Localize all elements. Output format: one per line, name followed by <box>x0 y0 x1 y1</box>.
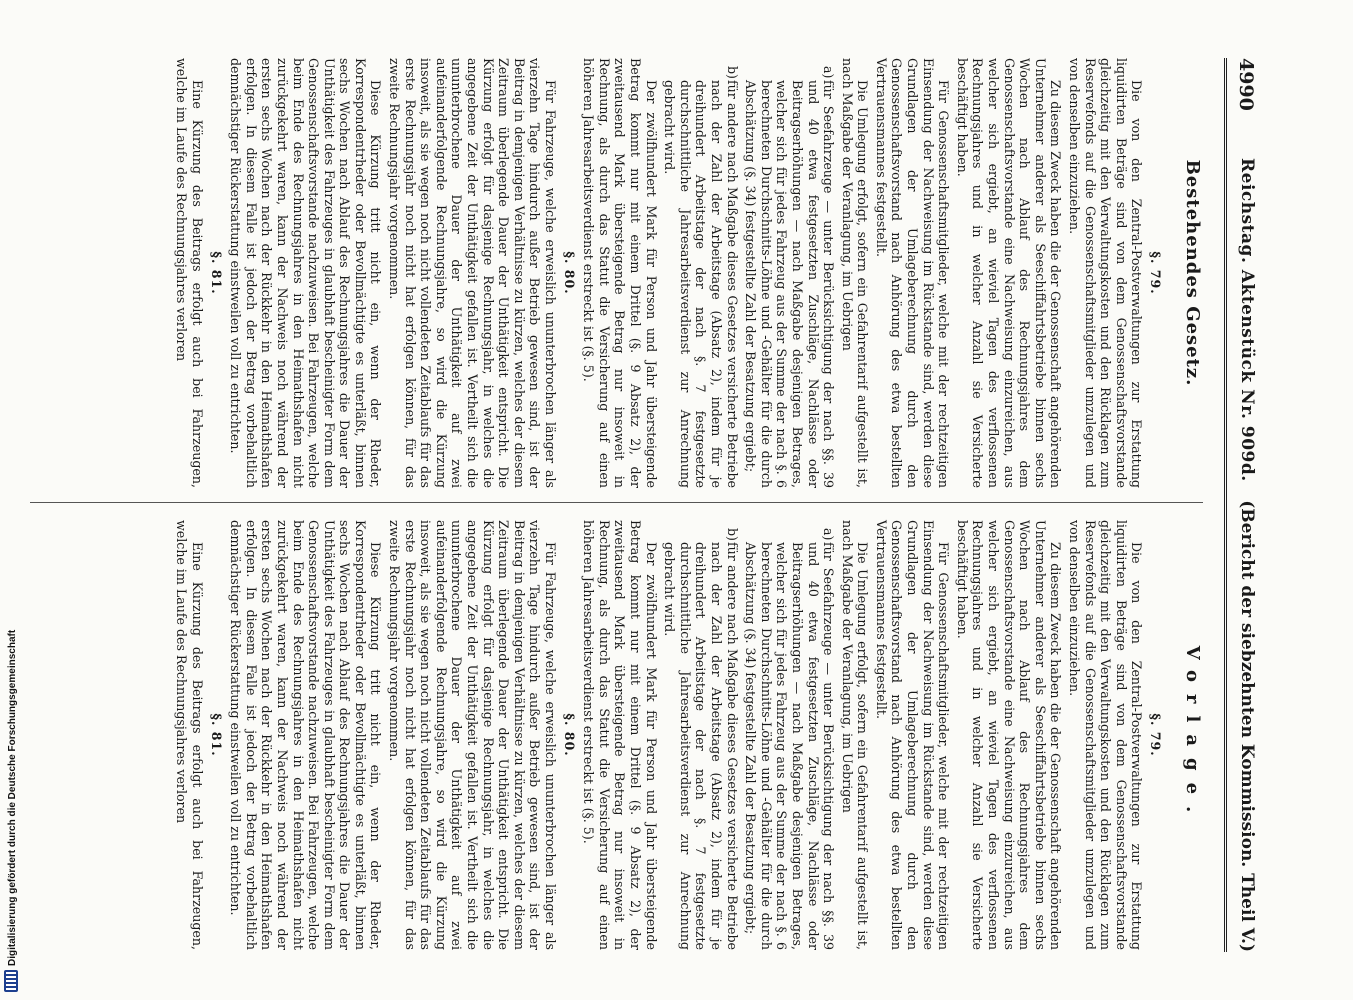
paragraph: Für Genossenschaftsmitglieder, welche mit der rechtzeitigen Einsendung der Nachweisung im Rückstande sind, werden diese Grundlagen der Umlageberechnung durch den Genossenschaftsvorstand nach Anhörung des etwa bestellten Vertrauensmannes festgestellt. <box>873 520 952 950</box>
dfg-attribution-text: Digitalisierung gefördert durch die Deutsche Forschungsgemeinschaft <box>7 629 18 966</box>
item-marker: a) <box>821 528 837 541</box>
list-item-a <box>743 528 837 950</box>
page-section: (Bericht der siebzehnten Kommission. Theil V.) <box>1237 500 1257 952</box>
item-marker: b) <box>724 66 740 79</box>
section-80-heading: §. 80. <box>561 713 577 757</box>
paragraph: Eine Kürzung des Beitrags erfolgt auch bei Fahrzeugen, welche im Laufe des Rechnungsjahres verloren <box>174 520 205 950</box>
left-column <box>171 58 1167 488</box>
paragraph: Zu diesem Zweck haben die der Genossenschaft angehörenden Unternehmer anderer als Seeschiffahrtsbetriebe binnen sechs Wochen nach Ablauf des Rechnungsjahres dem Genossenschaftsvorstande eine Nachweisung einzureichen, aus welcher sich ergiebt, an wieviel Tagen des verflossenen Rechnungsjahres und in welcher Anzahl sie Versicherte beschäftigt haben. <box>954 58 1064 488</box>
section-79-heading: §. 79. <box>1148 713 1163 757</box>
section-79-heading: §. 79. <box>1148 251 1163 295</box>
section-80-heading: §. 80. <box>561 251 577 295</box>
section-81-heading: §. 81. <box>208 251 224 295</box>
paragraph: Für Fahrzeuge, welche erweislich ununterbrochen länger als vierzehn Tage hindurch außer Betrieb gewesen sind, ist der Beitrag in demjenigen Verhältnisse zu kürzen, welches der diesem Zeitraum überlegende Dauer der Unthätigkeit entspricht. Die Kürzung erfolgt für dasjenige Rechnungsjahr, in welches die angegebene Zeit der Unthätigkeit gefallen ist. Vertheilt sich die ununterbrochene Dauer der Unthätigkeit auf zwei aufeinanderfolgende Rechnungsjahre, so wird die Kürzung insoweit, als sie wegen noch nicht vollendeten Zeitablaufs für das erste Rechnungsjahr noch nicht hat erfolgen können, für das zweite Rechnungsjahr vorgenommen. <box>387 58 559 488</box>
paragraph: Zu diesem Zweck haben die der Genossenschaft angehörenden Unternehmer anderer als Seeschiffahrtsbetriebe binnen sechs Wochen nach Ablauf des Rechnungsjahres dem Genossenschaftsvorstande eine Nachweisung einzureichen, aus welcher sich ergiebt, an wieviel Tagen des verflossenen Rechnungsjahres und in welcher Anzahl sie Versicherte beschäftigt haben. <box>954 520 1064 950</box>
right-column-heading: Vorlage. <box>1182 645 1203 825</box>
paragraph: Die Umlegung erfolgt, sofern ein Gefahrentarif aufgestellt ist, nach Maßgabe der Veranlagung, im Uebrigen <box>839 520 871 950</box>
item-text: für andere nach Maßgabe dieses Gesetzes versicherte Betriebe nach der Zahl der Arbeitstage (Absatz 2), indem für je dreihundert Arbeitstage der nach §. 7 festgesetzte durchschnittliche Jahresarbeitsverdienst zur Anrechnung gebracht wird. <box>662 542 740 950</box>
page-header <box>1224 58 1261 952</box>
dfg-logo-icon <box>4 970 18 992</box>
paragraph: Der zwölfhundert Mark für Person und Jahr übersteigende Betrag kommt nur mit einem Drittel (§. 9 Absatz 2), der zweitausend Mark übersteigende Betrag nur insoweit in Rechnung, als durch das Statut die Versicherung auf einen höheren Jahresarbeitsverdienst erstreckt ist (§. 5). <box>581 520 659 950</box>
paragraph: Die von den Zentral-Postverwaltungen zur Erstattung liquidirten Beträge sind von dem Genossenschaftsvorstande gleichzeitig mit den Verwaltungskosten und den Rücklagen zum Reservefonds auf die Genossenschaftsmitglieder umzulegen und von denselben einzuziehen. <box>1067 58 1145 488</box>
dfg-attribution <box>4 592 18 992</box>
paragraph: Die von den Zentral-Postverwaltungen zur Erstattung liquidirten Beträge sind von dem Genossenschaftsvorstande gleichzeitig mit den Verwaltungskosten und den Rücklagen zum Reservefonds auf die Genossenschaftsmitglieder umzulegen und von denselben einzuziehen. <box>1067 520 1145 950</box>
paragraph: Für Fahrzeuge, welche erweislich ununterbrochen länger als vierzehn Tage hindurch außer Betrieb gewesen sind, ist der Beitrag in demjenigen Verhältnisse zu kürzen, welches der diesem Zeitraum überlegende Dauer der Unthätigkeit entspricht. Die Kürzung erfolgt für dasjenige Rechnungsjahr, in welches die angegebene Zeit der Unthätigkeit gefallen ist. Vertheilt sich die ununterbrochene Dauer der Unthätigkeit auf zwei aufeinanderfolgende Rechnungsjahre, so wird die Kürzung insoweit, als sie wegen noch nicht vollendeten Zeitablaufs für das erste Rechnungsjahr noch nicht hat erfolgen können, für das zweite Rechnungsjahr vorgenommen. <box>387 520 559 950</box>
paragraph: Der zwölfhundert Mark für Person und Jahr übersteigende Betrag kommt nur mit einem Drittel (§. 9 Absatz 2), der zweitausend Mark übersteigende Betrag nur insoweit in Rechnung, als durch das Statut die Versicherung auf einen höheren Jahresarbeitsverdienst erstreckt ist (§. 5). <box>581 58 659 488</box>
list-item-b <box>662 66 740 488</box>
paragraph: Diese Kürzung tritt nicht ein, wenn der Rheder, Korrespondentrheder oder Bevollmächtigte es unterläßt, binnen sechs Wochen nach Ablauf des Rechnungsjahres die Dauer der Unthätigkeit des Fahrzeuges in glaubhaft bescheinigter Form dem Genossenschaftsvorstande nachzuweisen. Bei Fahrzeugen, welche beim Ende des Rechnungsjahres in den Heimathshafen nicht zurückgekehrt waren, kann der Nachweis noch während der ersten sechs Wochen nach der Rückkehr in den Heimathshafen erfolgen. In diesem Falle ist jedoch der Betrag vorbehaltlich demnächstiger Rückerstattung einstweilen voll zu entrichten. <box>228 520 384 950</box>
item-text: für Seefahrzeuge — unter Berücksichtigung der nach §§. 39 und 40 etwa festgesetzten Zuschläge, Nachlässe oder Beitragserhöhungen — nach Maßgabe desjenigen Betrages, welcher sich für jedes Fahrzeug aus der Summe der nach §. 6 berechneten Durchschnitts-Löhne und -Gehälter für die durch Abschätzung (§. 34) festgestellte Zahl der Besatzung ergiebt; <box>743 542 837 950</box>
left-column-heading: Bestehendes Gesetz. <box>1182 159 1203 387</box>
paragraph: Eine Kürzung des Beitrags erfolgt auch bei Fahrzeugen, welche im Laufe des Rechnungsjahres verloren <box>174 58 205 488</box>
list-item-b <box>662 528 740 950</box>
item-text: für andere nach Maßgabe dieses Gesetzes versicherte Betriebe nach der Zahl der Arbeitstage (Absatz 2), indem für je dreihundert Arbeitstage der nach §. 7 festgesetzte durchschnittliche Jahresarbeitsverdienst zur Anrechnung gebracht wird. <box>662 80 740 488</box>
paragraph: Diese Kürzung tritt nicht ein, wenn der Rheder, Korrespondentrheder oder Bevollmächtigte es unterläßt, binnen sechs Wochen nach Ablauf des Rechnungsjahres die Dauer der Unthätigkeit des Fahrzeuges in glaubhaft bescheinigter Form dem Genossenschaftsvorstande nachzuweisen. Bei Fahrzeugen, welche beim Ende des Rechnungsjahres in den Heimathshafen nicht zurückgekehrt waren, kann der Nachweis noch während der ersten sechs Wochen nach der Rückkehr in den Heimathshafen erfolgen. In diesem Falle ist jedoch der Betrag vorbehaltlich demnächstiger Rückerstattung einstweilen voll zu entrichten. <box>228 58 384 488</box>
page-number: 4990 <box>1235 58 1257 111</box>
item-marker: b) <box>724 528 740 541</box>
section-81-heading: §. 81. <box>208 713 224 757</box>
paragraph: Für Genossenschaftsmitglieder, welche mit der rechtzeitigen Einsendung der Nachweisung im Rückstande sind, werden diese Grundlagen der Umlageberechnung durch den Genossenschaftsvorstand nach Anhörung des etwa bestellten Vertrauensmannes festgestellt. <box>873 58 952 488</box>
page-title: Reichstag. Aktenstück Nr. 909d. <box>1237 158 1257 482</box>
column-divider <box>30 502 1203 503</box>
right-column <box>171 520 1167 950</box>
list-item-a <box>743 66 837 488</box>
paragraph: Die Umlegung erfolgt, sofern ein Gefahrentarif aufgestellt ist, nach Maßgabe der Veranlagung, im Uebrigen <box>839 58 871 488</box>
item-text: für Seefahrzeuge — unter Berücksichtigung der nach §§. 39 und 40 etwa festgesetzten Zuschläge, Nachlässe oder Beitragserhöhungen — nach Maßgabe desjenigen Betrages, welcher sich für jedes Fahrzeug aus der Summe der nach §. 6 berechneten Durchschnitts-Löhne und -Gehälter für die durch Abschätzung (§. 34) festgestellte Zahl der Besatzung ergiebt; <box>743 80 837 488</box>
item-marker: a) <box>821 66 837 79</box>
